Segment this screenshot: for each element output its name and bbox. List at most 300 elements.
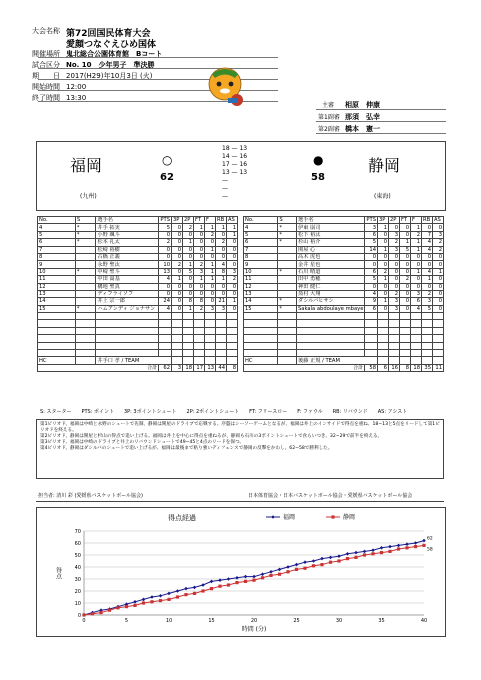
table-cell: 2: [172, 261, 183, 268]
column-header: 2P: [183, 217, 194, 224]
total-cell: 8: [227, 364, 238, 371]
table-cell: 0: [400, 290, 411, 297]
date-label: 期 日: [32, 72, 60, 80]
table-cell: 1: [378, 224, 389, 231]
table-cell: 0: [194, 290, 205, 297]
empty-row: [244, 342, 444, 349]
data-point: [312, 559, 316, 563]
column-header: F: [411, 217, 422, 224]
table-cell: Sakala abdoulaye mbaye: [298, 305, 364, 312]
y-tick-label: 0: [77, 613, 81, 619]
legend-marker: [331, 515, 334, 518]
data-point: [244, 575, 248, 579]
table-cell: 3: [227, 268, 238, 275]
table-cell: 2: [433, 239, 444, 246]
table-cell: [278, 246, 297, 253]
table-cell: 0: [205, 290, 216, 297]
table-cell: 2: [433, 246, 444, 253]
table-cell: *: [278, 231, 297, 238]
table-cell: 4: [159, 305, 172, 312]
home-stats-table: [37, 216, 238, 372]
head-coach: 後藤 正規 / TEAM: [297, 357, 378, 364]
y-tick-label: 60: [74, 541, 81, 547]
table-cell: 田中 勇穂: [297, 276, 365, 283]
table-cell: 0: [194, 283, 205, 290]
table-cell: 13: [38, 290, 76, 297]
empty-row: [38, 327, 238, 334]
table-cell: [75, 298, 96, 305]
event-label: 大会名称: [32, 27, 60, 35]
table-row: [38, 290, 238, 297]
data-point: [286, 565, 290, 569]
table-cell: *: [278, 298, 297, 305]
total-cell: 44: [216, 364, 227, 371]
table-cell: 1: [400, 239, 411, 246]
data-point: [261, 576, 264, 579]
data-point: [252, 579, 255, 582]
table-cell: 7: [244, 246, 278, 253]
table-cell: 2: [205, 231, 216, 238]
table-cell: 0: [433, 298, 444, 305]
table-cell: 0: [400, 305, 411, 312]
game-summary: [36, 419, 444, 479]
table-cell: 0: [172, 231, 183, 238]
event-name-1: 第72回国民体育大会: [66, 29, 151, 39]
x-tick-label: 0: [82, 618, 86, 624]
table-cell: ダシルバヒサシ: [297, 298, 365, 305]
table-cell: 0: [389, 224, 400, 231]
table-cell: 5: [183, 268, 194, 275]
table-cell: 8: [38, 253, 76, 260]
table-cell: 0: [400, 283, 411, 290]
table-cell: 4: [216, 261, 227, 268]
total-cell: 13: [205, 364, 216, 371]
data-point: [278, 568, 282, 572]
total-cell: 16: [389, 364, 400, 371]
table-cell: 0: [216, 253, 227, 260]
table-row: [244, 268, 444, 275]
data-point: [227, 577, 231, 581]
table-cell: 0: [159, 246, 172, 253]
quarter-scores: 18 — 13 14 — 16 17 — 16 13 — 13 — — —: [222, 145, 262, 201]
table-cell: 1: [411, 239, 422, 246]
table-cell: 5: [422, 305, 433, 312]
table-cell: 0: [172, 224, 183, 231]
data-point: [346, 557, 349, 560]
table-cell: 1: [183, 305, 194, 312]
total-cell: 6: [378, 364, 389, 371]
end-value-label: 62: [427, 536, 433, 542]
table-cell: 2: [216, 239, 227, 246]
table-cell: 3: [389, 305, 400, 312]
total-cell: 18: [411, 364, 422, 371]
away-team-name: 静岡: [368, 156, 401, 175]
table-cell: 14: [38, 298, 76, 305]
table-cell: 2: [411, 231, 422, 238]
table-cell: 0: [433, 253, 444, 260]
home-result-mark: ○: [162, 153, 173, 167]
empty-row: [244, 313, 444, 320]
column-header: S: [278, 217, 297, 224]
quarter-1: 18 — 13: [222, 145, 248, 152]
data-point: [337, 559, 340, 562]
table-cell: 21: [216, 298, 227, 305]
chief-referee: 相原 伸康: [345, 101, 380, 109]
table-cell: 0: [194, 246, 205, 253]
data-point: [380, 551, 383, 554]
table-cell: 0: [422, 224, 433, 231]
table-cell: 0: [183, 246, 194, 253]
table-cell: 0: [365, 253, 378, 260]
table-row: [38, 298, 238, 305]
table-cell: 1: [205, 276, 216, 283]
table-row: [244, 253, 444, 260]
table-cell: *: [278, 224, 297, 231]
event-name-2: 愛顔つなぐえひめ国体: [66, 40, 157, 50]
data-point: [210, 580, 214, 584]
table-cell: 0: [159, 231, 172, 238]
table-cell: 0: [205, 239, 216, 246]
data-point: [329, 556, 333, 560]
table-cell: 24: [159, 298, 172, 305]
table-row: [38, 239, 238, 246]
empty-row: [244, 320, 444, 327]
footer-right: 日本体育協会・日本バスケットボール協会・愛媛県バスケットボール協会: [248, 493, 413, 499]
umpire-1: 那須 弘幸: [345, 113, 380, 121]
table-cell: 0: [433, 283, 444, 290]
legend-marker: [271, 515, 275, 519]
legend-label: 静岡: [343, 514, 356, 522]
quarter-3: 17 — 16: [222, 161, 248, 168]
table-cell: 4: [365, 290, 378, 297]
table-cell: 1: [183, 239, 194, 246]
table-cell: 3: [194, 268, 205, 275]
table-cell: 0: [378, 231, 389, 238]
x-tick-label: 15: [208, 618, 215, 624]
table-cell: [278, 276, 297, 283]
x-tick-label: 35: [378, 618, 385, 624]
table-cell: 0: [227, 305, 238, 312]
table-row: [244, 305, 444, 312]
data-point: [295, 568, 298, 571]
table-header-row: [244, 217, 444, 224]
table-row: [244, 261, 444, 268]
column-header: No.: [38, 217, 76, 224]
data-point: [354, 556, 357, 559]
data-point: [397, 544, 401, 548]
table-cell: 0: [433, 305, 444, 312]
table-cell: 0: [400, 261, 411, 268]
data-point: [91, 612, 94, 615]
table-cell: 杉山 裕介: [297, 239, 365, 246]
table-cell: 2: [422, 290, 433, 297]
table-cell: 0: [227, 239, 238, 246]
x-axis-label: 時間 (分): [241, 626, 267, 633]
column-header: 3P: [172, 217, 183, 224]
data-point: [99, 611, 102, 614]
table-cell: 9: [38, 261, 76, 268]
table-cell: 0: [389, 283, 400, 290]
data-point: [312, 564, 315, 567]
table-cell: 6: [244, 239, 278, 246]
table-cell: 0: [365, 283, 378, 290]
table-cell: 6: [365, 268, 378, 275]
table-cell: 0: [411, 276, 422, 283]
table-row: [244, 246, 444, 253]
table-row: [38, 276, 238, 283]
data-point: [227, 583, 230, 586]
data-point: [150, 600, 153, 603]
table-cell: 1: [411, 224, 422, 231]
column-header: No.: [244, 217, 278, 224]
data-point: [142, 601, 145, 604]
table-cell: 4: [244, 224, 278, 231]
table-cell: 0: [194, 239, 205, 246]
y-tick-label: 30: [74, 577, 81, 583]
table-cell: 0: [411, 283, 422, 290]
empty-row: [38, 342, 238, 349]
data-point: [150, 595, 154, 599]
table-cell: 14: [244, 298, 278, 305]
legend-label: 福岡: [283, 514, 296, 522]
total-label: 合計: [38, 364, 159, 371]
table-cell: 0: [422, 253, 433, 260]
table-cell: 0: [183, 231, 194, 238]
table-row: [244, 239, 444, 246]
table-cell: 1: [433, 268, 444, 275]
home-region: (九州): [80, 193, 97, 200]
table-cell: [75, 261, 96, 268]
table-cell: 0: [216, 231, 227, 238]
x-tick-label: 20: [250, 618, 258, 624]
data-point: [320, 563, 323, 566]
table-cell: 高木 虎也: [297, 253, 365, 260]
table-cell: *: [278, 305, 297, 312]
table-cell: 8: [216, 268, 227, 275]
table-row: [38, 305, 238, 312]
table-cell: 1: [216, 276, 227, 283]
table-row: [38, 268, 238, 275]
table-cell: 0: [194, 253, 205, 260]
table-cell: 2: [194, 261, 205, 268]
table-cell: 0: [183, 290, 194, 297]
data-point: [167, 598, 170, 601]
column-header: S: [75, 217, 96, 224]
home-team-name: 福岡: [70, 156, 103, 175]
table-cell: 2: [378, 268, 389, 275]
table-cell: 0: [411, 253, 422, 260]
empty-row: [38, 350, 238, 357]
data-point: [422, 544, 425, 547]
column-header: RB: [422, 217, 433, 224]
table-cell: 松崎 裕樹: [96, 246, 159, 253]
table-cell: 0: [172, 253, 183, 260]
table-cell: 中崎 聖斗: [96, 268, 159, 275]
end-value-label: 58: [427, 547, 433, 553]
data-point: [320, 557, 324, 561]
table-row: [38, 231, 238, 238]
y-tick-label: 10: [74, 601, 81, 607]
data-point: [116, 606, 119, 609]
summary-paragraph: 第4ピリオド、静岡はダシルバのシュートで追い上げるが、福岡は最後まで粘り強いディフェンスで静岡の反撃をかわし、62−58で勝利した。: [40, 446, 333, 451]
data-point: [295, 563, 299, 567]
data-point: [286, 570, 289, 573]
table-cell: 1: [205, 224, 216, 231]
table-cell: 8: [194, 298, 205, 305]
x-tick-label: 40: [420, 618, 428, 624]
table-cell: 12: [38, 283, 76, 290]
table-cell: 1: [411, 268, 422, 275]
table-cell: 7: [422, 231, 433, 238]
table-cell: 0: [172, 246, 183, 253]
data-point: [176, 595, 179, 598]
x-tick-label: 25: [293, 618, 300, 624]
data-point: [201, 583, 205, 587]
date: 2017(H29)年10月3日 (火): [66, 72, 153, 80]
table-cell: 1: [227, 231, 238, 238]
table-cell: 4: [422, 246, 433, 253]
data-point: [184, 593, 187, 596]
summary-paragraph: 第2ピリオド、静岡は関屋と杉山の得点で追い上げる。福岡は井上を中心に得点を重ねるが、静岡も石川の3ポイントシュートで食らいつき、32−29で前半を終える。: [40, 434, 383, 439]
data-point: [363, 553, 366, 556]
table-cell: 2: [389, 239, 400, 246]
table-cell: 金井 星也: [297, 261, 365, 268]
table-cell: 永野 聖汰: [96, 261, 159, 268]
table-cell: 石川 晴道: [297, 268, 365, 275]
head-coach: 井手口 孝 / TEAM: [96, 357, 172, 364]
table-cell: 古橋 正義: [96, 253, 159, 260]
table-cell: 0: [433, 276, 444, 283]
y-tick-label: 50: [74, 553, 81, 559]
y-axis-label: 得点: [54, 567, 62, 579]
data-point: [405, 546, 408, 549]
summary-paragraph: 第3ピリオド、福岡は中崎のドライブと井上のリバウンドシュートで49−45と4点のリードを保つ。: [40, 440, 244, 445]
table-cell: 0: [172, 305, 183, 312]
table-cell: 4: [422, 239, 433, 246]
table-cell: 3: [422, 298, 433, 305]
data-point: [210, 587, 213, 590]
end-time: 13:30: [66, 94, 87, 102]
x-tick-label: 10: [165, 618, 173, 624]
table-cell: 10: [244, 268, 278, 275]
table-cell: 0: [389, 276, 400, 283]
quarter-4: 13 — 13: [222, 169, 248, 176]
y-tick-label: 40: [74, 565, 81, 571]
data-point: [397, 547, 400, 550]
table-cell: 神田 健仁: [297, 283, 365, 290]
column-header: 3P: [378, 217, 389, 224]
table-cell: 0: [205, 298, 216, 305]
empty-row: [38, 320, 238, 327]
table-cell: 0: [183, 283, 194, 290]
table-cell: 9: [365, 298, 378, 305]
quarter-2: 14 — 16: [222, 153, 248, 160]
data-point: [380, 546, 384, 550]
data-point: [218, 585, 221, 588]
data-point: [414, 541, 418, 545]
table-cell: 2: [194, 305, 205, 312]
column-header: 選手名: [297, 217, 365, 224]
data-point: [108, 609, 111, 612]
data-point: [252, 575, 256, 579]
ump2-label: 第2副審: [318, 126, 340, 133]
mascot-logo: [203, 62, 247, 108]
table-cell: 1: [378, 298, 389, 305]
table-cell: 3: [365, 224, 378, 231]
data-point: [371, 548, 375, 552]
table-cell: 0: [227, 261, 238, 268]
empty-row: [38, 313, 238, 320]
table-cell: 5: [365, 276, 378, 283]
data-point: [278, 573, 281, 576]
table-cell: 0: [365, 261, 378, 268]
column-header: PTS: [366, 217, 376, 224]
x-tick-label: 5: [124, 618, 129, 624]
data-point: [176, 589, 180, 593]
table-cell: 3: [433, 231, 444, 238]
data-point: [354, 551, 358, 555]
table-cell: 0: [378, 239, 389, 246]
data-point: [414, 545, 417, 548]
total-cell: 62: [159, 364, 172, 371]
table-cell: 5: [38, 231, 76, 238]
table-cell: 松下 裕汰: [297, 231, 365, 238]
table-cell: 2: [400, 276, 411, 283]
away-region: (東海): [374, 193, 391, 200]
table-cell: *: [75, 305, 96, 312]
abbreviation-legend: S: スターター PTS: ポイント 3P: 3ポイントシュート 2P: 2ポイントシュート FT: フリースロー F: ファウル RB: リバウンド AS: アシスト: [40, 409, 408, 415]
table-row: [244, 290, 444, 297]
table-cell: 0: [216, 290, 227, 297]
table-cell: *: [75, 231, 96, 238]
table-cell: 0: [159, 290, 172, 297]
table-row: [38, 261, 238, 268]
table-cell: 3: [411, 290, 422, 297]
total-cell: 58: [365, 364, 378, 371]
table-cell: 7: [38, 246, 76, 253]
empty-row: [244, 350, 444, 357]
total-cell: 18: [183, 364, 194, 371]
table-cell: 0: [378, 305, 389, 312]
start-label: 開始時間: [32, 83, 60, 91]
table-cell: 0: [422, 261, 433, 268]
table-cell: 0: [378, 283, 389, 290]
table-cell: ディフライソフ: [96, 290, 159, 297]
table-cell: 0: [378, 261, 389, 268]
table-cell: 4: [38, 224, 76, 231]
team-row: [244, 357, 444, 364]
table-cell: 0: [172, 283, 183, 290]
table-cell: [75, 246, 96, 253]
table-cell: 3: [389, 298, 400, 305]
table-cell: 1: [378, 276, 389, 283]
data-point: [193, 586, 197, 590]
score-progress-svg: [36, 507, 444, 635]
table-cell: [278, 261, 297, 268]
table-header-row: [38, 217, 238, 224]
data-point: [184, 587, 188, 591]
data-point: [269, 574, 272, 577]
data-point: [125, 605, 128, 608]
table-cell: 11: [244, 276, 278, 283]
table-cell: 0: [422, 283, 433, 290]
table-cell: 12: [244, 283, 278, 290]
data-point: [159, 594, 163, 598]
table-cell: [75, 276, 96, 283]
data-point: [201, 589, 204, 592]
table-cell: 1: [194, 224, 205, 231]
table-cell: 3: [205, 305, 216, 312]
